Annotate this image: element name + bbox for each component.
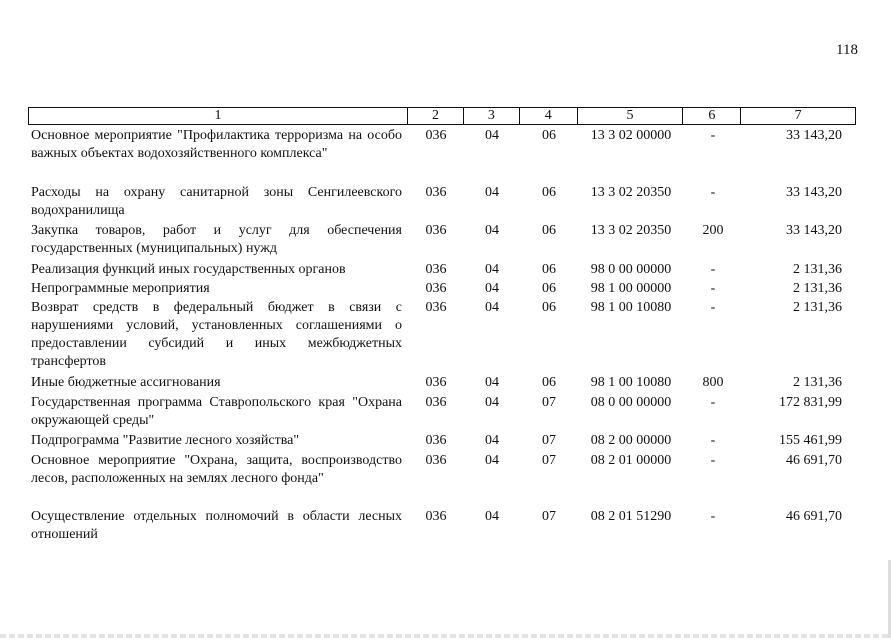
row-col-6: - [710, 185, 716, 200]
table-row [28, 299, 856, 371]
row-col-3: 04 [485, 185, 499, 200]
row-col-6: 200 [702, 223, 724, 238]
row-col-2: 036 [425, 128, 447, 143]
table-row [28, 222, 856, 258]
row-col-6: - [710, 262, 716, 277]
table-row [28, 261, 856, 279]
row-col-4: 07 [542, 433, 556, 448]
scan-edge-shadow [0, 634, 891, 638]
row-col-7: 172 831,99 [779, 395, 842, 410]
row-description: Реализация функций иных государственных органов [31, 262, 346, 277]
row-col-4: 06 [542, 375, 556, 390]
row-col-2: 036 [425, 395, 447, 410]
row-col-6: - [710, 300, 716, 315]
row-col-3: 04 [485, 300, 499, 315]
row-col-7: 33 143,20 [786, 128, 842, 143]
row-description: Основное мероприятие "Охрана, защита, воспроизводство лесов, расположенных на землях лесного фонда" [31, 453, 402, 486]
header-col-2: 2 [408, 108, 464, 124]
row-col-4: 06 [542, 128, 556, 143]
table-row [28, 280, 856, 298]
row-description: Подпрограмма "Развитие лесного хозяйства" [31, 433, 300, 448]
table-row [28, 394, 856, 430]
table-row [28, 127, 856, 163]
row-col-4: 06 [542, 281, 556, 296]
row-col-6: - [710, 433, 716, 448]
page-number: 118 [836, 42, 858, 58]
row-col-4: 07 [542, 509, 556, 524]
row-col-5: 08 2 01 00000 [590, 453, 672, 468]
row-col-2: 036 [425, 262, 447, 277]
row-col-3: 04 [485, 128, 499, 143]
row-description: Основное мероприятие "Профилактика терроризма на особо важных объектах водохозяйственного комплекса" [31, 128, 402, 161]
row-col-6: - [710, 281, 716, 296]
row-col-7: 33 143,20 [786, 185, 842, 200]
header-col-4: 4 [520, 108, 578, 124]
row-col-2: 036 [425, 375, 447, 390]
row-col-6: 800 [702, 375, 724, 390]
row-col-5: 13 3 02 00000 [590, 128, 672, 143]
row-col-5: 98 1 00 10080 [590, 375, 672, 390]
header-col-7: 7 [794, 108, 802, 123]
row-description: Иные бюджетные ассигнования [31, 375, 221, 390]
header-col-1: 1 [29, 108, 408, 124]
row-description: Расходы на охрану санитарной зоны Сенгилеевского водохранилища [31, 185, 402, 218]
row-col-6: - [710, 453, 716, 468]
row-col-6: - [710, 128, 716, 143]
header-col-6: 6 [683, 108, 741, 124]
row-col-5: 98 1 00 10080 [590, 300, 672, 315]
row-col-5: 13 3 02 20350 [590, 185, 672, 200]
row-col-5: 13 3 02 20350 [590, 223, 672, 238]
row-col-2: 036 [425, 281, 447, 296]
row-col-2: 036 [425, 185, 447, 200]
row-col-7: 2 131,36 [793, 281, 842, 296]
row-col-4: 07 [542, 453, 556, 468]
row-col-3: 04 [485, 453, 499, 468]
table-row [28, 452, 856, 488]
row-col-5: 08 0 00 00000 [590, 395, 672, 410]
table-row [28, 184, 856, 220]
row-col-7: 155 461,99 [779, 433, 842, 448]
row-col-7: 33 143,20 [786, 223, 842, 238]
row-col-5: 98 0 00 00000 [590, 262, 672, 277]
row-col-4: 06 [542, 262, 556, 277]
row-col-3: 04 [485, 223, 499, 238]
row-description: Возврат средств в федеральный бюджет в связи с нарушениями условий, установленных соглашениями о предоставлении субсидий и иных межбюджетных трансфертов [31, 300, 402, 369]
table-header [28, 107, 856, 125]
row-col-7: 2 131,36 [793, 375, 842, 390]
table-row [28, 374, 856, 392]
row-col-2: 036 [425, 223, 447, 238]
row-col-2: 036 [425, 300, 447, 315]
row-col-5: 08 2 00 00000 [590, 433, 672, 448]
row-col-6: - [710, 509, 716, 524]
row-col-7: 2 131,36 [793, 262, 842, 277]
row-col-5: 08 2 01 51290 [590, 509, 672, 524]
row-description: Государственная программа Ставропольского края "Охрана окружающей среды" [31, 395, 402, 428]
row-col-7: 46 691,70 [786, 509, 842, 524]
row-description: Непрограммные мероприятия [31, 281, 210, 296]
row-description: Осуществление отдельных полномочий в области лесных отношений [31, 509, 402, 542]
row-col-4: 06 [542, 223, 556, 238]
row-col-3: 04 [485, 375, 499, 390]
row-col-2: 036 [425, 433, 447, 448]
row-col-7: 46 691,70 [786, 453, 842, 468]
row-col-6: - [710, 395, 716, 410]
row-col-5: 98 1 00 00000 [590, 281, 672, 296]
row-col-3: 04 [485, 281, 499, 296]
row-col-2: 036 [425, 509, 447, 524]
table-row [28, 432, 856, 450]
row-col-4: 06 [542, 300, 556, 315]
row-description: Закупка товаров, работ и услуг для обеспечения государственных (муниципальных) нужд [31, 223, 402, 256]
row-col-3: 04 [485, 262, 499, 277]
row-col-3: 04 [485, 509, 499, 524]
row-col-4: 07 [542, 395, 556, 410]
row-col-7: 2 131,36 [793, 300, 842, 315]
header-col-5: 5 [578, 108, 684, 124]
table-row [28, 508, 856, 544]
row-col-3: 04 [485, 395, 499, 410]
row-col-2: 036 [425, 453, 447, 468]
row-col-3: 04 [485, 433, 499, 448]
row-col-4: 06 [542, 185, 556, 200]
header-col-3: 3 [464, 108, 520, 124]
